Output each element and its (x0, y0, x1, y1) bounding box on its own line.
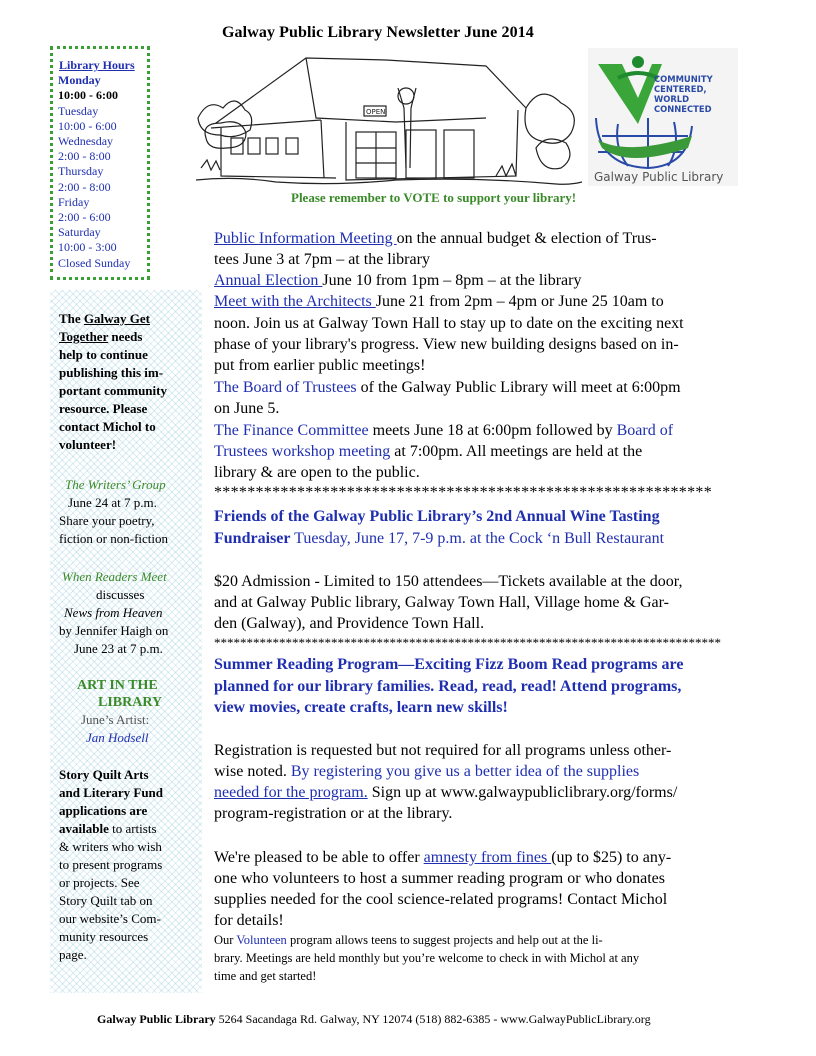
main-text: (up to $25) to any- (551, 849, 672, 866)
art-line-3: June’s Artist: (81, 712, 150, 727)
gg-text-2: needs (108, 329, 143, 344)
main-line-21: Registration is requested but not required for all programs unless other- (214, 742, 672, 759)
story-quilt-line-1: Story Quilt Arts (59, 767, 149, 782)
main-text: of the Galway Public Library will meet at 6:00pm (356, 379, 681, 396)
logo-tagline-4: CONNECTED (654, 104, 712, 114)
board-of-trustees-text: The Board of Trustees (214, 379, 357, 396)
gg-link-2[interactable]: Together (59, 329, 109, 344)
main-line-22 (214, 761, 639, 782)
gg-line-8: volunteer! (59, 437, 117, 452)
main-line-27: supplies needed for the cool science-related programs! Contact Michol (214, 891, 668, 908)
main-line-26: one who volunteers to host a summer reading program or who donates (214, 870, 666, 887)
story-quilt-line-11: page. (59, 947, 87, 962)
gg-text: The (59, 311, 84, 326)
galway-get-together-line-2 (59, 328, 142, 346)
writers-group-line-1: June 24 at 7 p.m. (68, 495, 157, 510)
hours-day-thursday: Thursday (58, 164, 104, 179)
readers-meet-line-4: June 23 at 7 p.m. (74, 641, 163, 656)
writers-group-line-3: fiction or non-fiction (59, 531, 169, 546)
main-line-28: for details! (214, 912, 284, 929)
story-quilt-line-5: & writers who wish (59, 839, 162, 854)
main-line-23 (214, 782, 677, 803)
main-line-10 (214, 420, 673, 441)
drawing-sign-text: OPEN (366, 108, 386, 116)
logo-caption: Galway Public Library (594, 170, 724, 184)
main-line-12: library & are open to the public. (214, 464, 420, 481)
gg-link[interactable]: Galway Get (83, 311, 150, 326)
main-text: meets June 18 at 6:00pm followed by (368, 422, 617, 439)
writers-group-line-2: Share your poetry, (59, 513, 155, 528)
readers-meet-line-3: by Jennifer Haigh on (59, 623, 169, 638)
newsletter-title: Galway Public Library Newsletter June 2014 (222, 24, 534, 41)
amnesty-from-fines-link[interactable]: amnesty from fines (423, 849, 552, 866)
gg-line-7: contact Michol to (59, 419, 156, 434)
story-quilt-line-6: to present programs (59, 857, 163, 872)
gg-line-4: publishing this im- (59, 365, 164, 380)
galway-get-together-line-1 (59, 310, 150, 328)
hours-time-thursday: 2:00 - 8:00 (58, 179, 111, 194)
hours-time-saturday: 10:00 - 3:00 (58, 240, 117, 255)
summer-reading-line-3: view movies, create crafts, learn new skills! (214, 699, 508, 716)
main-text: at 7:00pm. All meetings are held at the (390, 443, 643, 460)
hours-day-friday: Friday (58, 194, 90, 209)
main-line-25 (214, 847, 671, 868)
summer-reading-line-1: Summer Reading Program—Exciting Fizz Boom Read programs are (214, 656, 684, 673)
hours-day-tuesday: Tuesday (58, 103, 99, 118)
gg-line-6: resource. Please (59, 401, 148, 416)
hours-time-wednesday: 2:00 - 8:00 (58, 149, 111, 164)
gg-line-5: portant community (59, 383, 167, 398)
hours-closed-sunday: Closed Sunday (58, 255, 131, 270)
logo-tagline-1: COMMUNITY (654, 74, 713, 84)
library-hours-box (50, 46, 150, 280)
logo-tagline-2: CENTERED, (654, 84, 707, 94)
annual-election-link[interactable]: Annual Election (214, 272, 323, 289)
gg-line-3: help to continue (59, 347, 148, 362)
library-building-sketch (196, 48, 582, 186)
stars-divider-1: ************************************************************ (214, 484, 712, 501)
sq-available: available (59, 821, 109, 836)
meet-architects-link[interactable]: Meet with the Architects (214, 293, 376, 310)
logo-tagline-3: WORLD (654, 94, 690, 104)
main-text: on the annual budget & election of Trus- (396, 230, 657, 247)
footer (97, 1012, 651, 1027)
readers-meet-line-1: discusses (96, 587, 145, 602)
art-artist-name: Jan Hodsell (86, 730, 149, 745)
library-logo (588, 48, 738, 186)
main-line-17: den (Galway), and Providence Town Hall. (214, 615, 485, 632)
writers-group-title: The Writers’ Group (65, 477, 166, 492)
story-quilt-line-2: and Literary Fund (59, 785, 164, 800)
hours-time-monday: 10:00 - 6:00 (58, 88, 118, 103)
hours-heading: Library Hours (59, 58, 135, 72)
main-line-7: put from earlier public meetings! (214, 357, 426, 374)
main-line-24: program-registration or at the library. (214, 805, 453, 822)
readers-meet-book: News from Heaven (64, 605, 163, 620)
main-line-6: phase of your library's progress. View new building designs based on in- (214, 336, 679, 353)
board-text: Board of (616, 422, 674, 439)
hours-day-monday: Monday (58, 73, 101, 88)
main-text: Sign up at www.galwaypubliclibrary.org/forms/ (367, 784, 678, 801)
footer-address: 5264 Sacandaga Rd. Galway, NY 12074 (518) 882-6385 - www.GalwayPublicLibrary.org (215, 1012, 651, 1026)
art-title-2: LIBRARY (98, 695, 163, 710)
story-quilt-line-10: munity resources (59, 929, 149, 944)
main-line-1 (214, 228, 657, 249)
finance-committee-text: The Finance Committee (214, 422, 369, 439)
main-line-30: brary. Meetings are held monthly but you’re welcome to check in with Michol at any (214, 951, 640, 965)
main-text: Our (214, 933, 237, 947)
footer-library-name: Galway Public Library (97, 1012, 216, 1026)
vote-reminder: Please remember to VOTE to support your library! (291, 190, 577, 205)
wine-tasting-details: Tuesday, June 17, 7-9 p.m. at the Cock ‘n Bull Restaurant (290, 530, 665, 547)
hours-time-tuesday: 10:00 - 6:00 (58, 118, 117, 133)
sq-to-artists: to artists (108, 821, 157, 836)
story-quilt-line-8: Story Quilt tab on (59, 893, 153, 908)
main-line-11 (214, 441, 642, 462)
stars-divider-2: ****************************************************************************** (214, 635, 721, 650)
main-text: June 21 from 2pm – 4pm or June 25 10am to (375, 293, 664, 310)
hours-day-saturday: Saturday (58, 225, 101, 240)
main-line-8 (214, 377, 681, 398)
wine-tasting-title: Friends of the Galway Public Library’s 2nd Annual Wine Tasting (214, 508, 660, 525)
hours-day-wednesday: Wednesday (58, 134, 114, 149)
main-line-2: tees June 3 at 7pm – at the library (214, 251, 430, 268)
main-text: June 10 from 1pm – 8pm – at the library (322, 272, 582, 289)
story-quilt-line-7: or projects. See (59, 875, 140, 890)
public-info-meeting-link[interactable]: Public Information Meeting (214, 230, 397, 247)
main-line-3 (214, 270, 581, 291)
sidebar-panel (50, 290, 202, 993)
wine-tasting-line-2 (214, 528, 664, 549)
main-line-4 (214, 291, 664, 312)
main-line-5: noon. Join us at Galway Town Hall to stay up to date on the exciting next (214, 315, 684, 332)
readers-meet-title: When Readers Meet (62, 569, 167, 584)
main-line-16: and at Galway Public library, Galway Town Hall, Village home & Gar- (214, 594, 669, 611)
story-quilt-line-3: applications are (59, 803, 148, 818)
hours-time-friday: 2:00 - 6:00 (58, 210, 111, 225)
main-line-29 (214, 932, 603, 950)
fundraiser-word: Fundraiser (214, 530, 291, 547)
main-line-15: $20 Admission - Limited to 150 attendees—Tickets available at the door, (214, 573, 683, 590)
art-title-1: ART IN THE (77, 678, 158, 693)
main-text: We're pleased to be able to offer (214, 849, 424, 866)
main-text: wise noted. (214, 763, 291, 780)
trustees-workshop-text: Trustees workshop meeting (214, 443, 391, 460)
registering-text: By registering you give us a better idea of the supplies (290, 763, 640, 780)
summer-reading-line-2: planned for our library families. Read, read, read! Attend programs, (214, 678, 682, 695)
story-quilt-line-4 (59, 820, 157, 838)
story-quilt-line-9: our website’s Com- (59, 911, 161, 926)
needed-for-program-link[interactable]: needed for the program. (214, 784, 368, 801)
main-text: program allows teens to suggest projects and help out at the li- (286, 933, 603, 947)
main-line-9: on June 5. (214, 400, 280, 417)
main-line-31: time and get started! (214, 969, 317, 983)
volunteen-text: Volunteen (236, 933, 287, 947)
